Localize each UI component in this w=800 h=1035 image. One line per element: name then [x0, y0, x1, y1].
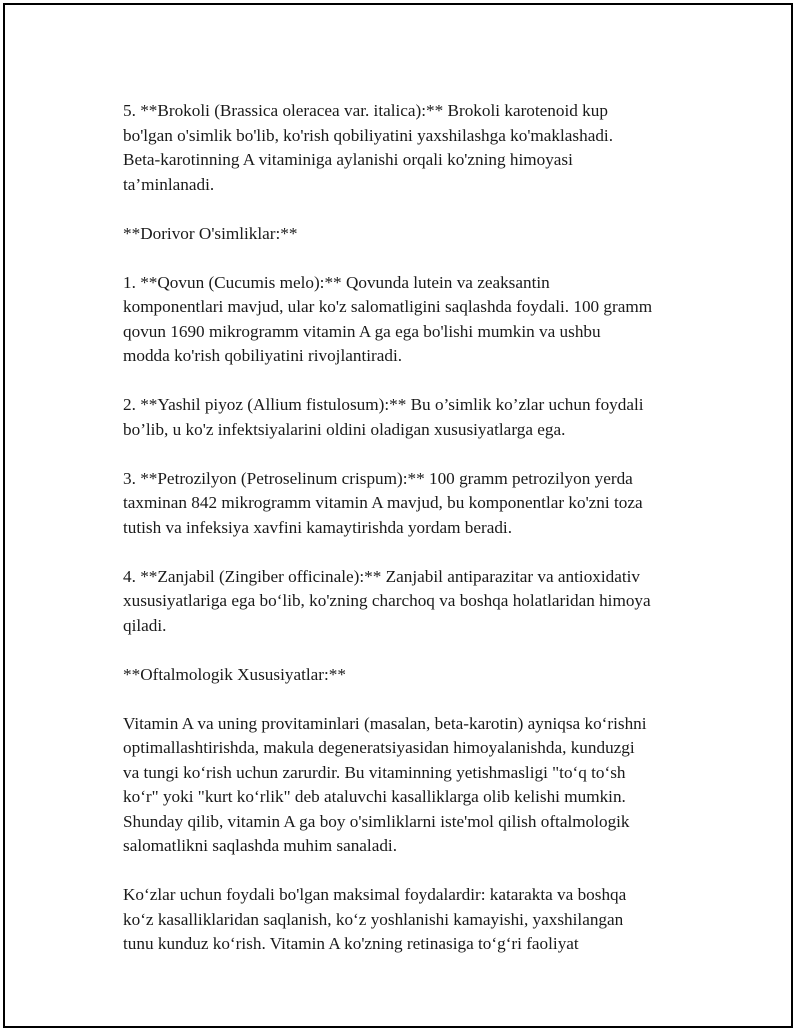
text-line: tunu kunduz ko‘rish. Vitamin A ko'zning retinasiga to‘g‘ri faoliyat [123, 934, 579, 953]
text-line: Beta-karotinning A vitaminiga aylanishi orqali ko'zning himoyasi [123, 150, 573, 169]
text-line: qiladi. [123, 615, 167, 635]
paragraph-petrozilyon [123, 467, 723, 541]
paragraph-kozlar-uchun [123, 883, 723, 957]
heading-oftalmologik-xususiyatlar [123, 663, 723, 688]
text-line: taxminan 842 mikrogramm vitamin A mavjud, bu komponentlar ko'zni toza [123, 493, 643, 512]
text-line: ta’minlanadi. [123, 174, 215, 194]
text-line: tutish va infeksiya xavfini kamaytirishda yordam beradi. [123, 517, 513, 537]
text-line: Vitamin A va uning provitaminlari (masalan, beta-karotin) ayniqsa ko‘rishni [123, 713, 647, 733]
paragraph-vitamin-a [123, 712, 723, 859]
page-frame [3, 3, 793, 1028]
text-line: modda ko'rish qobiliyatini rivojlantiradi. [123, 346, 403, 365]
paragraph-brokoli [123, 99, 723, 197]
text-line: ko‘r" yoki "kurt ko‘rlik" deb ataluvchi kasalliklarga olib kelishi mumkin. [123, 787, 626, 806]
paragraph-yashil-piyoz [123, 393, 723, 442]
text-line: bo’lib, u ko'z infektsiyalarini oldini oladigan xususiyatlarga ega. [123, 419, 566, 439]
text-line: va tungi ko‘rish uchun zarurdir. Bu vitaminning yetishmasligi "to‘q to‘sh [123, 762, 626, 782]
text-line: 5. **Brokoli (Brassica oleracea var. italica):** Brokoli karotenoid kup [123, 101, 608, 120]
text-line: 3. **Petrozilyon (Petroselinum crispum):** 100 gramm petrozilyon yerda [123, 468, 633, 488]
text-line: 1. **Qovun (Cucumis melo):** Qovunda lutein va zeaksantin [123, 272, 550, 292]
document-text [123, 99, 723, 957]
text-line: salomatlikni saqlashda muhim sanaladi. [123, 836, 397, 855]
text-line: Ko‘zlar uchun foydali bo'lgan maksimal foydalardir: katarakta va boshqa [123, 885, 627, 904]
heading-dorivor-osimliklar [123, 222, 723, 247]
text-line: optimallashtirishda, makula degeneratsiyasidan himoyalanishda, kunduzgi [123, 738, 635, 757]
text-line: bo'lgan o'simlik bo'lib, ko'rish qobiliyatini yaxshilashga ko'maklashadi. [123, 125, 614, 145]
text-line: komponentlari mavjud, ular ko'z salomatligini saqlashda foydali. 100 gramm [123, 297, 653, 316]
text-line: 4. **Zanjabil (Zingiber officinale):** Zanjabil antiparazitar va antioxidativ [123, 566, 641, 586]
paragraph-zanjabil [123, 565, 723, 639]
text-line: qovun 1690 mikrogramm vitamin A ga ega bo'lishi mumkin va ushbu [123, 321, 601, 341]
text-line: ko‘z kasalliklaridan saqlanish, ko‘z yoshlanishi kamayishi, yaxshilangan [123, 909, 624, 929]
text-line: **Dorivor O'simliklar:** [123, 223, 298, 243]
text-line: Shunday qilib, vitamin A ga boy o'simliklarni iste'mol qilish oftalmologik [123, 811, 630, 831]
text-line: **Oftalmologik Xususiyatlar:** [123, 664, 346, 684]
text-line: 2. **Yashil piyoz (Allium fistulosum):** Bu o’simlik ko’zlar uchun foydali [123, 395, 644, 414]
paragraph-qovun [123, 271, 723, 369]
text-line: xususiyatlariga ega bo‘lib, ko'zning charchoq va boshqa holatlaridan himoya [123, 591, 651, 610]
